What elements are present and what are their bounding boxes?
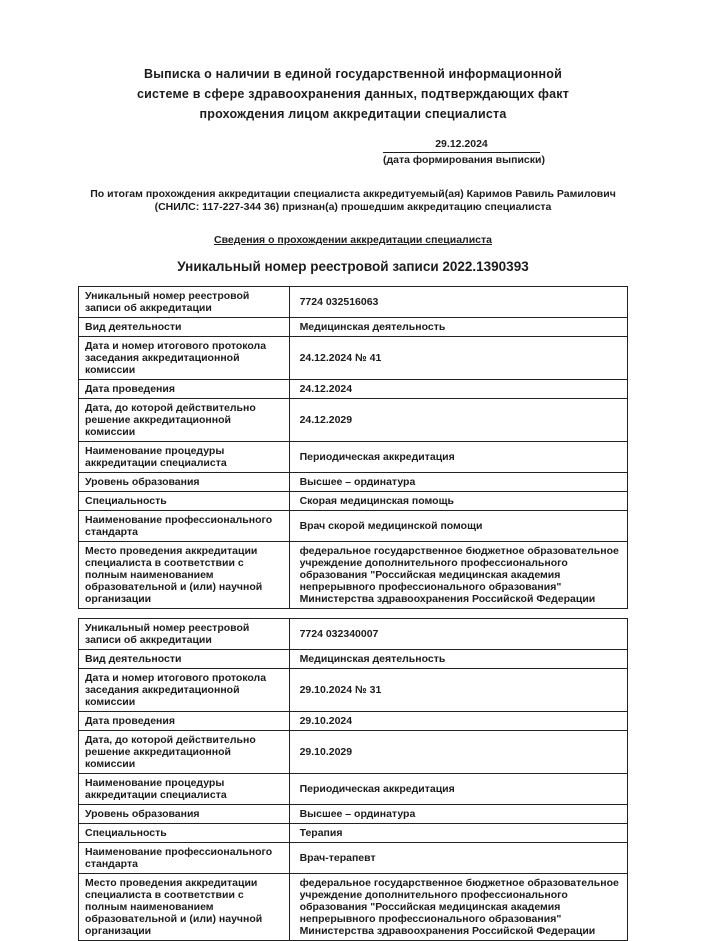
row-value: Периодическая аккредитация: [289, 442, 627, 473]
document-title-line: системе в сфере здравоохранения данных, подтверждающих факт: [136, 87, 570, 101]
row-value: 29.10.2029: [289, 731, 627, 774]
row-label: Дата, до которой действительно решение аккредитационной комиссии: [79, 731, 290, 774]
row-value: Врач скорой медицинской помощи: [289, 511, 627, 542]
row-value: 7724 032340007: [289, 619, 627, 650]
row-value: федеральное государственное бюджетное образовательное учреждение дополнительного профессионального образования "Российская медицинская академия непрерывного профессионального образования" Министерства здравоохранения Российской Федерации: [289, 542, 627, 609]
row-value: Высшее – ординатура: [289, 473, 627, 492]
row-label: Дата проведения: [79, 712, 290, 731]
row-label: Специальность: [79, 824, 290, 843]
row-label: Уникальный номер реестровой записи об аккредитации: [79, 619, 290, 650]
row-value: Медицинская деятельность: [289, 318, 627, 337]
row-label: Наименование профессионального стандарта: [79, 843, 290, 874]
table-row: [79, 318, 628, 337]
row-label: Наименование процедуры аккредитации специалиста: [79, 774, 290, 805]
table-row: [79, 492, 628, 511]
row-label: Уровень образования: [79, 805, 290, 824]
issue-date-block: [383, 137, 545, 167]
table-row: [79, 669, 628, 712]
table-row: [79, 542, 628, 609]
intro-paragraph: По итогам прохождения аккредитации специалиста аккредитуемый(ая) Каримов Равиль Рамилович (СНИЛС: 117-227-344 36) признан(а) прошедшим аккредитацию специалиста: [90, 188, 616, 213]
issue-date: 29.12.2024: [383, 137, 540, 153]
table-row: [79, 712, 628, 731]
table-row: [79, 824, 628, 843]
row-label: Дата и номер итогового протокола заседания аккредитационной комиссии: [79, 337, 290, 380]
accreditation-record-table-2: [78, 618, 628, 941]
row-value: 24.12.2029: [289, 399, 627, 442]
row-value: федеральное государственное бюджетное образовательное учреждение дополнительного профессионального образования "Российская медицинская академия непрерывного профессионального образования" Министерства здравоохранения Российской Федерации: [289, 874, 627, 941]
table-row: [79, 442, 628, 473]
row-value: Высшее – ординатура: [289, 805, 627, 824]
row-label: Место проведения аккредитации специалиста в соответствии с полным наименованием образовательной и (или) научной организации: [79, 542, 290, 609]
table-row: [79, 337, 628, 380]
accreditation-record-table-1: [78, 286, 628, 609]
row-label: Место проведения аккредитации специалиста в соответствии с полным наименованием образовательной и (или) научной организации: [79, 874, 290, 941]
section-heading: Сведения о прохождении аккредитации специалиста: [214, 234, 492, 246]
row-value: 24.12.2024: [289, 380, 627, 399]
document-title-line: прохождения лицом аккредитации специалиста: [199, 107, 507, 121]
row-value: 24.12.2024 № 41: [289, 337, 627, 380]
table-row: [79, 380, 628, 399]
row-label: Уровень образования: [79, 473, 290, 492]
table-row: [79, 399, 628, 442]
row-value: 29.10.2024 № 31: [289, 669, 627, 712]
table-row: [79, 511, 628, 542]
row-label: Дата, до которой действительно решение аккредитационной комиссии: [79, 399, 290, 442]
row-value: Терапия: [289, 824, 627, 843]
row-value: Периодическая аккредитация: [289, 774, 627, 805]
table-row: [79, 287, 628, 318]
document-title-line: Выписка о наличии в единой государственной информационной: [143, 67, 562, 81]
row-label: Наименование процедуры аккредитации специалиста: [79, 442, 290, 473]
row-label: Вид деятельности: [79, 318, 290, 337]
table-row: [79, 650, 628, 669]
row-label: Дата проведения: [79, 380, 290, 399]
table-row: [79, 843, 628, 874]
row-value: Медицинская деятельность: [289, 650, 627, 669]
row-label: Дата и номер итогового протокола заседания аккредитационной комиссии: [79, 669, 290, 712]
row-label: Специальность: [79, 492, 290, 511]
row-label: Наименование профессионального стандарта: [79, 511, 290, 542]
issue-date-caption: (дата формирования выписки): [383, 154, 545, 166]
table-row: [79, 731, 628, 774]
row-label: Уникальный номер реестровой записи об аккредитации: [79, 287, 290, 318]
table-row: [79, 473, 628, 492]
document-title: [78, 64, 628, 124]
registry-number-heading: Уникальный номер реестровой записи 2022.1390393: [177, 259, 529, 274]
row-value: Скорая медицинская помощь: [289, 492, 627, 511]
table-row: [79, 619, 628, 650]
table-row: [79, 874, 628, 941]
row-label: Вид деятельности: [79, 650, 290, 669]
row-value: 7724 032516063: [289, 287, 627, 318]
row-value: Врач-терапевт: [289, 843, 627, 874]
document-content: [78, 0, 628, 941]
table-row: [79, 805, 628, 824]
row-value: 29.10.2024: [289, 712, 627, 731]
table-row: [79, 774, 628, 805]
